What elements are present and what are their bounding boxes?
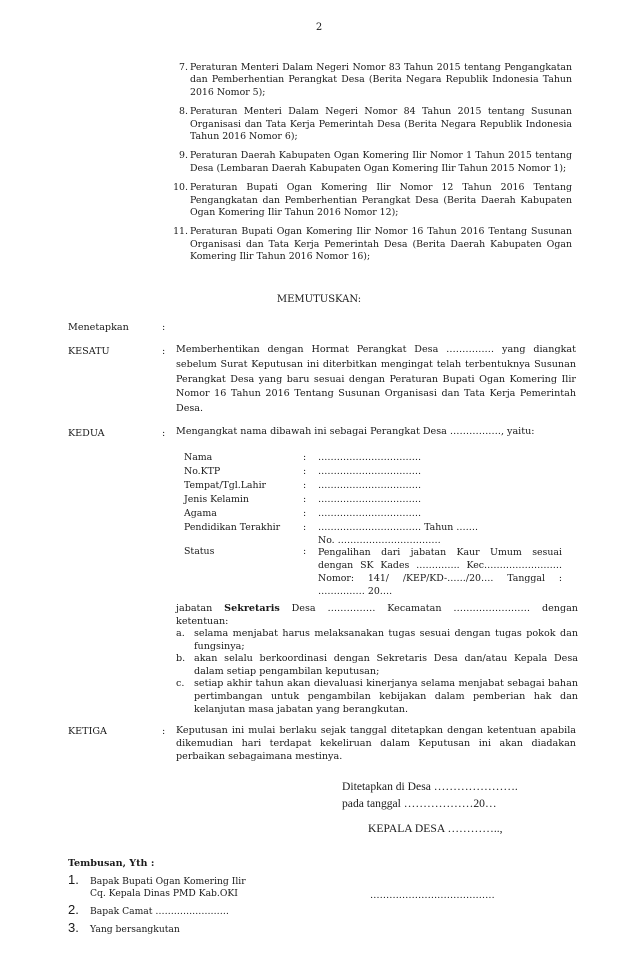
field-value-status: Pengalihan dari jabatan Kaur Umum sesuai dengan SK Kades ………….. Kec……………………. Nomor: 141/ /KEP/KD-……/20…. Tanggal : …………… 20…. <box>318 547 562 597</box>
jabatan-post: Desa …………… Kecamatan …………………… dengan ketentuan: <box>176 603 578 627</box>
kedua-text: Mengangkat nama dibawah ini sebagai Perangkat Desa ……………., yaitu: <box>176 426 535 437</box>
reference-text: Peraturan Bupati Ogan Komering Ilir Nomor 12 Tahun 2016 Tentang Pengangkatan dan Pemberhentian Perangkat Desa (Berita Daerah Kabupaten Ogan Komering Ilir Tahun 2016 Nomor 12); <box>190 182 572 219</box>
ketiga-label: KETIGA <box>68 726 107 737</box>
reference-number: 9. <box>179 150 188 162</box>
menetapkan-colon: : <box>162 322 166 333</box>
kesatu-label: KESATU <box>68 346 110 357</box>
tembusan-line: Bapak Camat …………………… <box>90 906 229 917</box>
reference-list <box>168 62 572 271</box>
field-colon: : <box>303 466 307 477</box>
reference-text: Peraturan Daerah Kabupaten Ogan Komering Ilir Nomor 1 Tahun 2015 tentang Desa (Lembaran Daerah Kabupaten Ogan Komering Ilir Tahun 2015 Nomor 1); <box>190 150 572 174</box>
field-label-ttl: Tempat/Tgl.Lahir <box>184 480 267 491</box>
ketentuan-letter: a. <box>176 628 185 639</box>
ketentuan-item <box>176 678 578 716</box>
tembusan-number: 1. <box>68 872 79 887</box>
field-label-nama: Nama <box>184 452 213 463</box>
tembusan-title: Tembusan, Yth : <box>68 858 155 869</box>
tembusan-list <box>68 872 328 942</box>
tembusan-line: Bapak Bupati Ogan Komering Ilir <box>90 876 246 887</box>
reference-text: Peraturan Menteri Dalam Negeri Nomor 84 Tahun 2015 tentang Susunan Organisasi dan Tata Kerja Pemerintah Desa (Berita Negara Republik Indonesia Tahun 2016 Nomor 6); <box>190 106 572 143</box>
field-value-pendidikan-no: No. …………………………… <box>318 535 441 546</box>
field-colon: : <box>303 522 307 533</box>
tembusan-line: Yang bersangkutan <box>90 924 180 935</box>
kedua-colon: : <box>162 428 166 439</box>
field-colon: : <box>303 452 307 463</box>
jabatan-pre: jabatan <box>176 603 225 614</box>
field-value-agama: …………………………… <box>318 508 422 519</box>
ketentuan-text: setiap akhir tahun akan dievaluasi kinerjanya selama menjabat sebagai bahan pertimbangan untuk pengambilan kebijakan dalam pemberian hak dan kelanjutan masa jabatan yang berangkutan. <box>194 678 578 715</box>
kesatu-colon: : <box>162 346 166 357</box>
tembusan-item <box>68 902 328 918</box>
tembusan-line: Cq. Kepala Dinas PMD Kab.OKI <box>90 888 238 899</box>
memutuskan-heading: MEMUTUSKAN: <box>276 294 362 305</box>
ketentuan-list <box>176 628 578 716</box>
field-label-status: Status <box>184 546 215 557</box>
reference-item <box>168 106 572 143</box>
tembusan-item <box>68 920 328 936</box>
ketentuan-letter: c. <box>176 678 185 690</box>
field-value-ttl: …………………………… <box>318 480 422 491</box>
field-label-agama: Agama <box>184 508 217 519</box>
field-value-jenis-kelamin: …………………………… <box>318 494 422 505</box>
pada-tanggal-line: pada tanggal ………………20… <box>342 797 497 810</box>
jabatan-statement <box>176 602 578 628</box>
page-number: 2 <box>315 22 323 33</box>
reference-text: Peraturan Menteri Dalam Negeri Nomor 83 Tahun 2015 tentang Pengangkatan dan Pemberhentian Perangkat Desa (Berita Negara Republik Indonesia Tahun 2016 Nomor 5); <box>190 62 572 98</box>
field-label-pendidikan: Pendidikan Terakhir <box>184 522 281 533</box>
reference-item <box>168 226 572 263</box>
ditetapkan-line: Ditetapkan di Desa …………………. <box>342 780 518 793</box>
field-colon: : <box>303 546 307 557</box>
field-value-pendidikan: …………………………… Tahun ……. <box>318 522 479 533</box>
ketentuan-item <box>176 653 578 678</box>
tembusan-item <box>68 872 328 900</box>
kedua-label: KEDUA <box>68 428 105 439</box>
ketiga-colon: : <box>162 726 166 737</box>
field-label-ktp: No.KTP <box>184 466 221 477</box>
reference-item <box>168 62 572 99</box>
reference-number: 7. <box>179 62 188 73</box>
reference-item <box>168 150 572 175</box>
field-value-ktp: …………………………… <box>318 466 422 477</box>
jabatan-title: Sekretaris <box>224 603 280 614</box>
field-colon: : <box>303 508 307 519</box>
reference-number: 8. <box>179 106 188 118</box>
ketentuan-text: akan selalu berkoordinasi dengan Sekretaris Desa dan/atau Kepala Desa dalam setiap pengambilan keputusan; <box>194 653 578 677</box>
ketentuan-text: selama menjabat harus melaksanakan tugas sesuai dengan tugas pokok dan fungsinya; <box>194 628 578 652</box>
ketentuan-item <box>176 628 578 653</box>
kesatu-text: Memberhentikan dengan Hormat Perangkat Desa …………… yang diangkat sebelum Surat Keputusan ini diterbitkan mengingat telah terbentuknya Susunan Perangkat Desa yang baru sesuai dengan Peraturan Bupati Ogan Komering Ilir Nomor 16 Tahun 2016 Tentang Susunan Organisasi dan Tata Kerja Pemerintah Desa. <box>176 344 576 415</box>
reference-number: 11. <box>173 226 188 238</box>
menetapkan-label: Menetapkan <box>68 322 129 333</box>
field-label-jenis-kelamin: Jenis Kelamin <box>184 494 249 505</box>
reference-number: 10. <box>173 182 188 194</box>
signature-name-line: ………………………………… <box>370 890 495 901</box>
tembusan-number: 3. <box>68 920 79 935</box>
ketentuan-letter: b. <box>176 653 186 665</box>
field-colon: : <box>303 494 307 505</box>
tembusan-number: 2. <box>68 902 79 917</box>
reference-text: Peraturan Bupati Ogan Komering Ilir Nomor 16 Tahun 2016 Tentang Susunan Organisasi dan Tata Kerja Pemerintah Desa (Berita Daerah Kabupaten Ogan Komering Ilir Tahun 2016 Nomor 16); <box>190 226 572 263</box>
ketiga-text: Keputusan ini mulai berlaku sejak tanggal ditetapkan dengan ketentuan apabila dikemudian hari terdapat kekeliruan dalam Keputusan ini akan diadakan perbaikan sebagaimana mestinya. <box>176 725 576 762</box>
field-colon: : <box>303 480 307 491</box>
field-value-nama: …………………………… <box>318 452 422 463</box>
reference-item <box>168 182 572 219</box>
kepala-desa-title: KEPALA DESA ………….., <box>368 822 503 835</box>
